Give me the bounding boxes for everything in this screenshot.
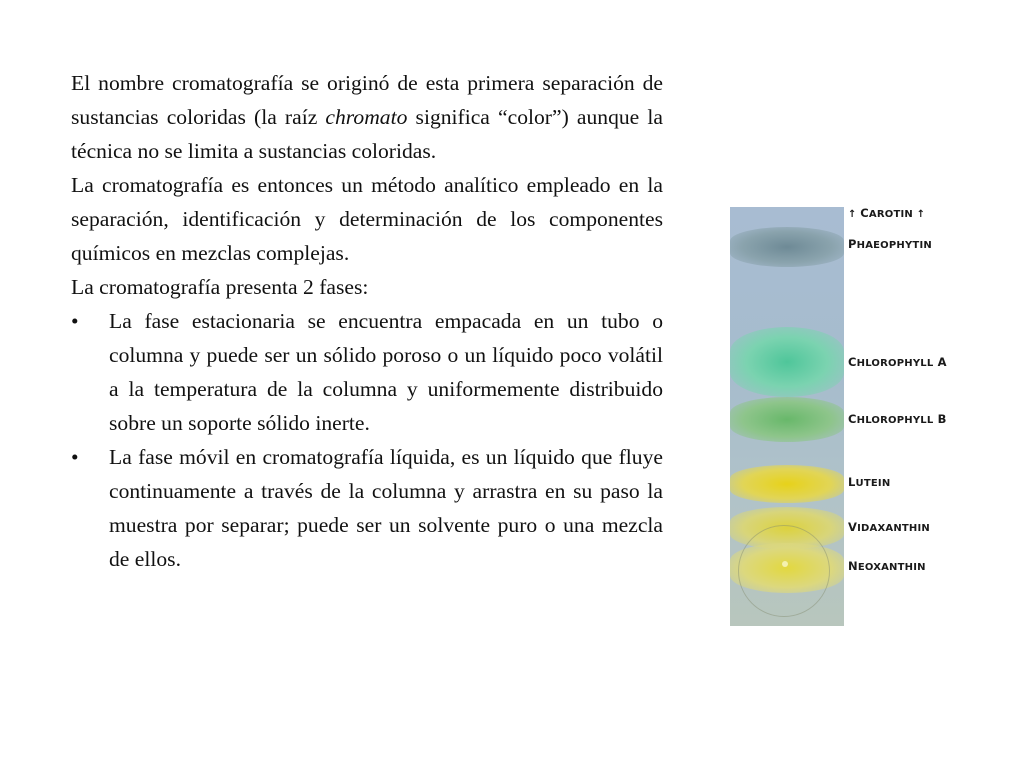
label-chlorophyll-b <box>848 412 947 426</box>
up-arrow-icon: ↑ <box>848 209 857 220</box>
label-phaeophytin <box>848 237 932 251</box>
label-neoxanthin <box>848 559 926 573</box>
label-initial: V <box>848 520 858 534</box>
paragraph-definition-text: es entonces un método analítico empleado en la separación, identificación y determinación de los componentes químicos en mezclas complejas. <box>71 173 663 265</box>
slide-text <box>71 66 663 576</box>
paragraph-origin-text: El nombre cromatografía se originó de esta primera separación de sustancias coloridas (la raíz <box>71 71 663 129</box>
paragraph-phases-intro: La cromatografía presenta 2 fases: <box>71 275 369 299</box>
link-fase-movil[interactable]: fase móvil <box>138 445 230 469</box>
paragraph-definition-start: La <box>71 173 102 197</box>
bullet-marker: • <box>71 445 79 469</box>
label-lutein <box>848 475 890 489</box>
label-rest: UTEIN <box>855 478 891 489</box>
bullet-marker: • <box>71 309 79 333</box>
label-initial: C <box>848 412 857 426</box>
label-rest: HLOROPHYLL <box>856 358 934 369</box>
list-item-fase-movil <box>71 440 663 576</box>
label-rest: HAEOPHYTIN <box>856 240 932 251</box>
label-suffix: A <box>933 355 947 369</box>
label-rest: HLOROPHYLL <box>856 415 934 426</box>
label-vidaxanthin <box>848 520 930 534</box>
list-item-fase-estacionaria <box>71 304 663 440</box>
band-lutein <box>730 465 844 503</box>
label-rest: EOXANTHIN <box>857 562 926 573</box>
label-chlorophyll-a <box>848 355 947 369</box>
label-initial: C <box>860 206 869 220</box>
phases-list <box>71 304 663 576</box>
band-chlorophyll-b <box>730 397 844 442</box>
label-initial: N <box>848 559 858 573</box>
label-suffix: B <box>933 412 947 426</box>
bullet-text: se encuentra empacada en un tubo o columna y puede ser un sólido poroso o un líquido poco volátil a la temperatura de la columna y uniformemente distribuido sobre un soporte sólido inerte. <box>109 309 663 435</box>
chromatography-plate-image <box>730 207 844 626</box>
label-carotin <box>848 206 925 220</box>
link-cromatografia[interactable]: cromatografía <box>102 173 224 197</box>
label-rest: IDAXANTHIN <box>857 523 930 534</box>
band-phaeophytin <box>730 227 844 267</box>
label-rest: AROTIN <box>868 209 913 220</box>
paragraph-definition <box>71 168 663 270</box>
bullet-start: La <box>109 445 139 469</box>
band-chlorophyll-a <box>730 327 844 397</box>
link-fase-estacionaria[interactable]: fase estacionaria <box>144 309 295 333</box>
label-initial: P <box>848 237 857 251</box>
paragraph-origin-text-end: significa “color”) aunque la técnica no se limita a sustancias coloridas. <box>71 105 663 163</box>
paragraph-origin <box>71 66 663 168</box>
origin-dot <box>782 561 788 567</box>
label-initial: L <box>848 475 856 489</box>
up-arrow-icon: ↑ <box>916 209 926 220</box>
bullet-start: La <box>109 309 145 333</box>
label-initial: C <box>848 355 857 369</box>
origin-ring <box>738 525 830 617</box>
italic-term-chromato: chromato <box>325 105 408 129</box>
bullet-text: en cromatografía líquida, es un líquido que fluye continuamente a través de la columna y arrastra en su paso la muestra por separar; puede ser un solvente puro o una mezcla de ellos. <box>109 445 663 571</box>
